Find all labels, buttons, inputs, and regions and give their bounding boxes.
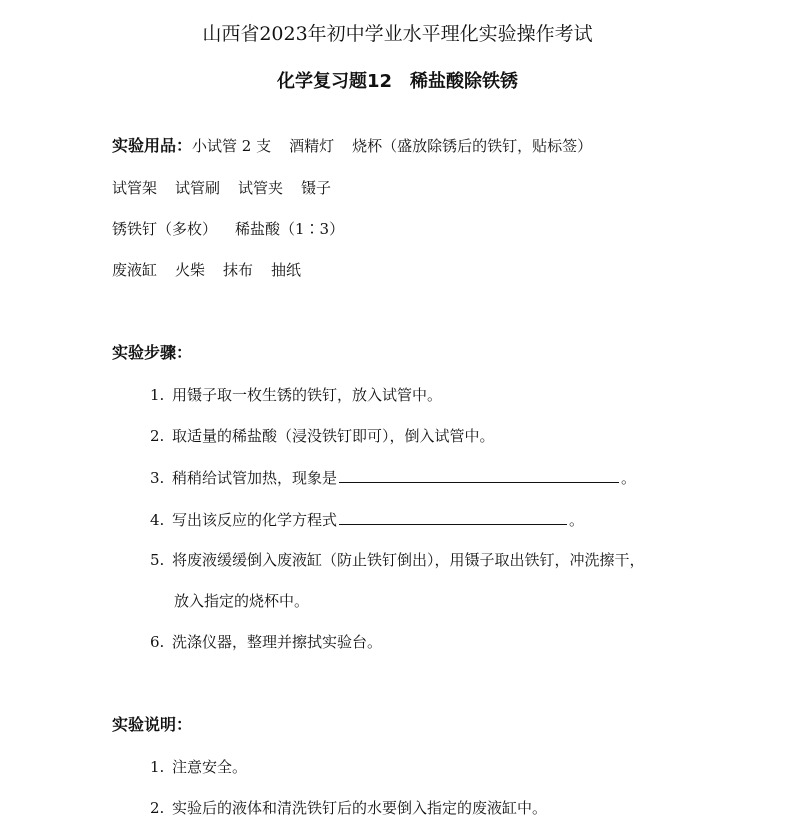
material-item: 烧杯（盛放除锈后的铁钉，贴标签） xyxy=(352,137,593,155)
step-item: 1. 用镊子取一枚生锈的铁钉，放入试管中。 xyxy=(150,386,443,404)
materials-heading: 实验用品： xyxy=(112,136,193,155)
step-item: 6. 洗涤仪器，整理并擦拭实验台。 xyxy=(150,633,383,651)
material-item: 镊子 xyxy=(301,179,332,197)
exercise-subtitle: 化学复习题12 稀盐酸除铁锈 xyxy=(276,71,519,92)
materials-line-3 xyxy=(112,218,344,240)
note-item: 2. 实验后的液体和清洗铁钉后的水要倒入指定的废液缸中。 xyxy=(150,799,548,817)
step-item: 2. 取适量的稀盐酸（浸没铁钉即可），倒入试管中。 xyxy=(150,427,495,445)
material-item: 火柴 xyxy=(175,261,206,279)
answer-blank-equation[interactable] xyxy=(339,508,567,525)
step-item: 5. 将废液缓缓倒入废液缸（防止铁钉倒出），用镊子取出铁钉，冲洗擦干， xyxy=(150,551,645,569)
material-item: 锈铁钉（多枚） xyxy=(112,220,218,238)
steps-heading: 实验步骤： xyxy=(112,343,193,362)
notes-heading: 实验说明： xyxy=(112,715,193,734)
materials-line-1 xyxy=(112,135,592,157)
material-item: 抽纸 xyxy=(271,261,302,279)
step-item-continuation: 放入指定的烧杯中。 xyxy=(174,592,310,610)
material-item: 抹布 xyxy=(223,261,254,279)
material-item: 稀盐酸（1∶3） xyxy=(235,220,345,238)
note-item: 1. 注意安全。 xyxy=(150,758,248,776)
answer-blank-phenomenon[interactable] xyxy=(339,466,619,483)
material-item: 废液缸 xyxy=(112,261,158,279)
step-item: 4. 写出该反应的化学方程式 。 xyxy=(150,508,584,531)
materials-line-4 xyxy=(112,259,301,281)
material-item: 酒精灯 xyxy=(289,137,335,155)
material-item: 试管架 xyxy=(112,179,158,197)
step-item: 3. 稍稍给试管加热，现象是 。 xyxy=(150,466,636,489)
materials-line-2 xyxy=(112,177,331,199)
material-item: 小试管 2 支 xyxy=(192,137,272,155)
material-item: 试管刷 xyxy=(175,179,221,197)
document-title: 山西省2023年初中学业水平理化实验操作考试 xyxy=(202,23,593,45)
material-item: 试管夹 xyxy=(238,179,284,197)
